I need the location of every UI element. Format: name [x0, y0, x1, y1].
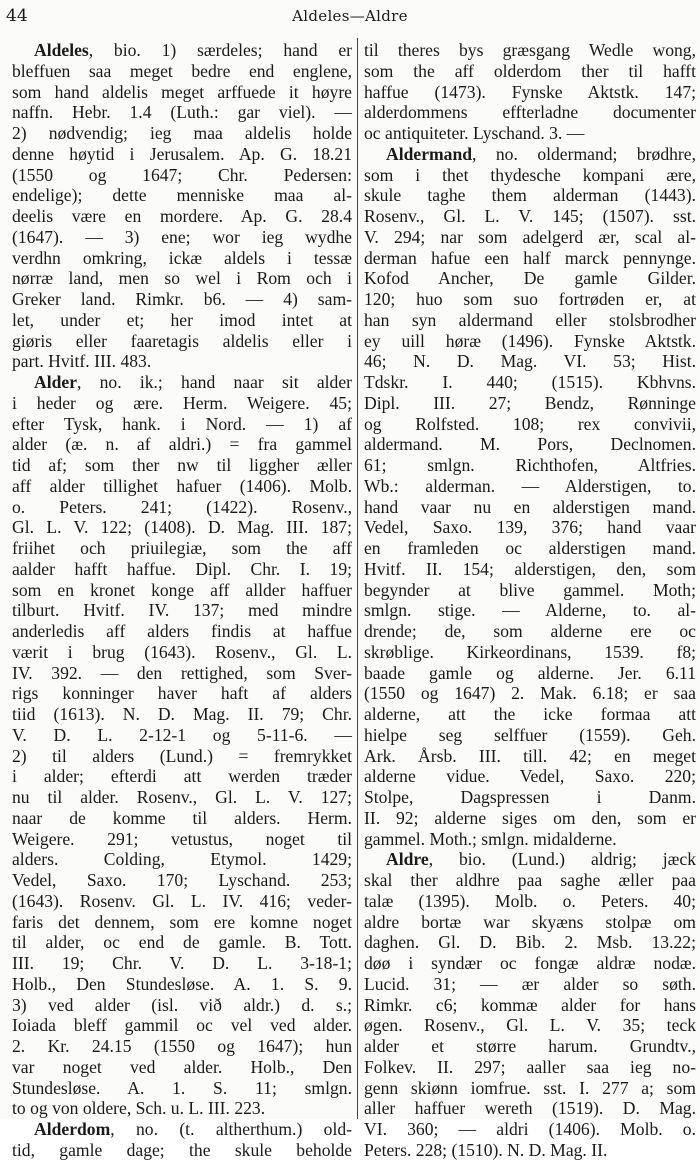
text-line: Weigere. 291; vetustus, noget til: [12, 828, 352, 849]
text-line: som hand aldelis meget arffuede it høyre: [12, 81, 352, 102]
text-line: anderledis aff alders findis at haffue: [12, 621, 352, 641]
text-line: Alderdom, no. (t. altherthum.) old-: [34, 1119, 352, 1139]
text-line: Dipl. III. 27; Bendz, Rønninge: [364, 392, 696, 413]
text-line: 120; huo som suo fortrøden er, at: [364, 289, 696, 309]
text-line: som en kronet konge aff allder haffuer: [12, 579, 352, 600]
text-line: to og von oldere, Sch. u. L. III. 223.: [12, 1098, 266, 1119]
text-line: Tdskr. I. 440; (1515). Kbhvns.: [364, 372, 696, 392]
text-line: V. D. L. 2-12-1 og 5-11-6. —: [12, 724, 352, 745]
text-line: Peters. 228; (1510). N. D. Mag. II.: [364, 1139, 608, 1160]
text-line: som i thet thydesche kompani ære,: [364, 164, 696, 185]
headword: Aldeles: [34, 40, 89, 60]
text-line: skal ther aldhre paa saghe æller paa: [364, 870, 696, 890]
text-line: til theres bys græsgang Wedle wong,: [364, 40, 696, 60]
text-line: deelis være en mordere. Ap. G. 28.4: [12, 206, 352, 226]
text-line: døø i syndær oc fongæ aldræ nodæ.: [364, 953, 696, 973]
text-line: II. 92; alderne siges om den, som er: [364, 807, 696, 828]
text-line: begynder at blive gammel. Moth;: [364, 579, 696, 600]
text-line: i heder og ære. Herm. Weigere. 45;: [12, 392, 352, 413]
text-line: Gl. L. V. 122; (1408). D. Mag. III. 187;: [12, 517, 352, 538]
headword: Alderdom: [34, 1119, 111, 1139]
text-line: alderne, att the icke formaa att: [364, 704, 696, 724]
text-line: og Rolfsted. 108; rex convivii,: [364, 413, 696, 434]
text-line: han syn aldermand eller stolsbrodher: [364, 309, 696, 330]
text-line: i alder; efterdi att werden træder: [12, 766, 352, 787]
text-line: alder (æ. n. af aldri.) = fra gammel: [12, 434, 352, 455]
text-line: baade gamle og alderne. Jer. 6.11: [364, 662, 696, 683]
text-line: aldre bortæ war skyæns stolpæ om: [364, 911, 696, 932]
text-line: Kofod Ancher, De gamle Gilder.: [364, 268, 696, 289]
text-line: alder et større harum. Grundtv.,: [364, 1036, 696, 1056]
text-line: nu til alder. Rosenv., Gl. L. V. 127;: [12, 787, 352, 807]
text-line: hand vaar nu en alderstigen mand.: [364, 496, 696, 517]
text-line: verdhn omkring, ickæ aldels i tessæ: [12, 247, 352, 268]
text-line: endelige); dette menniske maa al-: [12, 185, 352, 206]
text-line: daghen. Gl. D. Bib. 2. Msb. 13.22;: [364, 932, 696, 953]
text-line: Vedel, Saxo. 170; Lyschand. 253;: [12, 870, 352, 890]
text-line: tid af; som ther nw til liggher æller: [12, 455, 352, 475]
text-line: øgen. Rosenv., Gl. L. V. 35; teck: [364, 1015, 696, 1036]
text-line: IV. 392. — den rettighed, som Sver-: [12, 662, 352, 683]
text-line: derman hafue een half marck pennynge.: [364, 247, 696, 268]
text-line: (1550 og 1647; Chr. Pedersen:: [12, 164, 352, 185]
text-line: værit i brug (1643). Rosenv., Gl. L.: [12, 641, 352, 662]
text-line: Stundesløse. A. 1. S. 11; smlgn.: [12, 1077, 352, 1098]
text-line: VI. 360; — aldri (1406). Molb. o.: [364, 1119, 696, 1139]
text-line: 2) nødvendig; ieg maa aldelis holde: [12, 123, 352, 143]
text-line: skule taghe them alderman (1443).: [364, 185, 696, 206]
page-number: 44: [6, 6, 28, 26]
right-column: [364, 40, 696, 1160]
text-line: Lucid. 31; — ær alder so søth.: [364, 973, 696, 994]
text-line: Rosenv., Gl. L. V. 145; (1507). sst.: [364, 206, 696, 226]
text-line: nørræ land, men so wel i Rom och i: [12, 268, 352, 289]
headword: Aldermand: [386, 143, 473, 164]
text-line: som the aff olderdom ther til hafft: [364, 60, 696, 81]
text-line: giøris eller faaretagis aldelis eller i: [12, 330, 352, 351]
text-line: Ioiada bleff gammil oc vel ved alder.: [12, 1015, 352, 1036]
text-line: 61; smlgn. Richthofen, Altfries.: [364, 455, 696, 475]
text-line: en framleden oc alderstigen mand.: [364, 538, 696, 558]
text-line: denne høytid i Jerusalem. Ap. G. 18.21: [12, 143, 352, 164]
text-line: Wb.: alderman. — Alderstigen, to.: [364, 475, 696, 496]
text-line: Stolpe, Dagspressen i Danm.: [364, 787, 696, 807]
running-head: Aldeles—Aldre: [292, 7, 408, 25]
text-line: V. 294; nar som adelgerd ær, scal al-: [364, 226, 696, 247]
text-line: alders. Colding, Etymol. 1429;: [12, 849, 352, 870]
text-line: alderdommens effterladne documenter: [364, 102, 696, 123]
text-line: hielpe seg selffuer (1559). Geh.: [364, 724, 696, 745]
text-line: Alder, no. ik.; hand naar sit alder: [34, 372, 352, 392]
page-header: [0, 2, 700, 28]
text-line: oc antiquiteter. Lyschand. 3. —: [364, 123, 585, 143]
text-line: III. 19; Chr. V. D. L. 3-18-1;: [12, 953, 352, 973]
text-line: Vedel, Saxo. 139, 376; hand vaar: [364, 517, 696, 538]
text-line: friihet och priuilegiæ, som the aff: [12, 538, 352, 558]
text-line: (1550 og 1647) 2. Mak. 6.18; er saa: [364, 683, 696, 704]
text-line: haffue (1473). Fynske Aktstk. 147;: [364, 81, 696, 102]
text-line: 46; N. D. Mag. VI. 53; Hist.: [364, 351, 696, 372]
text-line: Aldre, bio. (Lund.) aldrig; jæck: [386, 849, 696, 870]
text-line: bleffuen saa meget bedre end englene,: [12, 60, 352, 81]
text-line: gammel. Moth.; smlgn. midalderne.: [364, 828, 617, 849]
text-line: tilburt. Hvitf. IV. 137; med mindre: [12, 600, 352, 621]
text-line: (1647). — 3) ene; wor ieg wydhe: [12, 226, 352, 247]
text-line: Greker land. Rimkr. b6. — 4) sam-: [12, 289, 352, 309]
text-line: smlgn. stige. — Alderne, to. al-: [364, 600, 696, 621]
text-line: til alder, oc end de gamle. B. Tott.: [12, 932, 352, 953]
text-line: genn skiønn iomfrue. sst. I. 277 a; som: [364, 1077, 696, 1098]
text-line: talæ (1395). Molb. o. Peters. 40;: [364, 890, 696, 911]
headword: Alder: [34, 372, 77, 392]
text-line: tid, gamle dage; the skule beholde: [12, 1139, 352, 1160]
text-line: (1643). Rosenv. Gl. L. IV. 416; veder-: [12, 890, 352, 911]
text-line: efter Tysk, hank. i Nord. — 1) af: [12, 413, 352, 434]
text-line: skrøblige. Kirkeordinans, 1539. f8;: [364, 641, 696, 662]
text-line: Aldeles, bio. 1) særdeles; hand er: [34, 40, 352, 60]
text-line: aff alder tillighet hafuer (1406). Molb.: [12, 475, 352, 496]
left-column: [12, 40, 352, 1160]
text-line: 2) til alders (Lund.) = fremrykket: [12, 745, 352, 766]
text-line: Folkev. II. 297; aaller saa ieg no-: [364, 1056, 696, 1077]
column-divider: [357, 38, 358, 1119]
text-line: Holb., Den Stundesløse. A. 1. S. 9.: [12, 973, 352, 994]
text-line: aldermand. M. Pors, Declnomen.: [364, 434, 696, 455]
text-line: Hvitf. II. 154; alderstigen, den, som: [364, 558, 696, 579]
text-line: 3) ved alder (isl. við aldr.) d. s.;: [12, 994, 352, 1015]
text-line: ey uill høræ (1496). Fynske Aktstk.: [364, 330, 696, 351]
text-line: Rimkr. c6; kommæ alder for hans: [364, 994, 696, 1015]
text-line: drende; de, som alderne ere oc: [364, 621, 696, 641]
text-line: let, under et; her imod intet at: [12, 309, 352, 330]
text-line: 2. Kr. 24.15 (1550 og 1647); hun: [12, 1036, 352, 1056]
text-line: o. Peters. 241; (1422). Rosenv.,: [12, 496, 352, 517]
text-line: Aldermand, no. oldermand; brødhre,: [386, 143, 696, 164]
text-line: naffn. Hebr. 1.4 (Luth.: gar viel). —: [12, 102, 352, 123]
text-line: faris det dennem, som ere komne noget: [12, 911, 352, 932]
text-line: alderne vidue. Vedel, Saxo. 220;: [364, 766, 696, 787]
text-line: var noget ved alder. Holb., Den: [12, 1056, 352, 1077]
headword: Aldre: [386, 849, 429, 870]
text-line: tiid (1613). N. D. Mag. II. 79; Chr.: [12, 704, 352, 724]
text-line: part. Hvitf. III. 483.: [12, 351, 152, 372]
text-line: aller haffuer wereth (1519). D. Mag.: [364, 1098, 696, 1119]
text-line: naar de komme til alders. Herm.: [12, 807, 352, 828]
text-line: rigs konninger haver haft af alders: [12, 683, 352, 704]
text-line: Ark. Årsb. III. till. 42; en meget: [364, 745, 696, 766]
text-line: aalder hafft haffue. Dipl. Chr. I. 19;: [12, 558, 352, 579]
